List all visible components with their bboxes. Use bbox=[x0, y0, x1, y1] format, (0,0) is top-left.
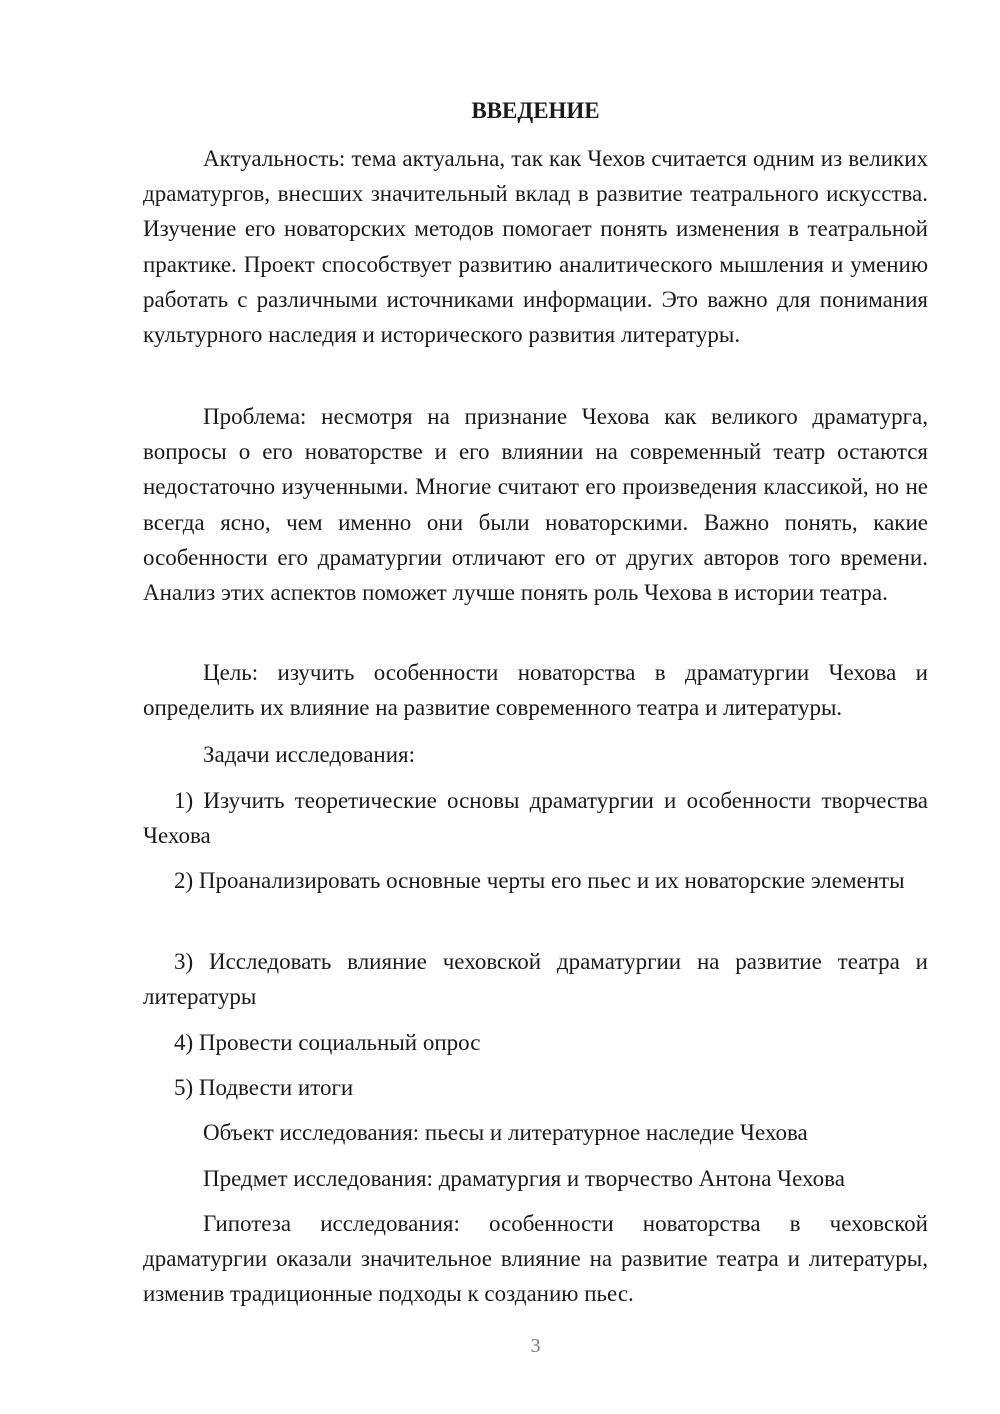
task-item-5: 5) Подвести итоги bbox=[174, 1075, 354, 1100]
task-item-3: 3) Исследовать влияние чеховской драматургии на развитие театра и литературы bbox=[143, 949, 928, 1010]
object-paragraph: Объект исследования: пьесы и литературное наследие Чехова bbox=[203, 1120, 808, 1145]
problem-paragraph: Проблема: несмотря на признание Чехова как великого драматурга, вопросы о его новаторстве и его влиянии на современный театр остаются недостаточно изученными. Многие считают его произведения классикой, но не всегда ясно, чем именно они были новаторскими. Важно понять, какие особенности его драматургии отличают его от других авторов того времени. Анализ этих аспектов поможет лучше понять роль Чехова в истории театра. bbox=[143, 404, 928, 606]
hypothesis-paragraph: Гипотеза исследования: особенности новаторства в чеховской драматургии оказали значительное влияние на развитие театра и литературы, изменив традиционные подходы к созданию пьес. bbox=[143, 1211, 928, 1307]
task-item-2: 2) Проанализировать основные черты его пьес и их новаторские элементы bbox=[174, 868, 905, 893]
task-item-4: 4) Провести социальный опрос bbox=[174, 1030, 481, 1055]
relevance-paragraph: Актуальность: тема актуальна, так как Чехов считается одним из великих драматургов, внесших значительный вклад в развитие театрального искусства. Изучение его новаторских методов помогает понять изменения в театральной практике. Проект способствует развитию аналитического мышления и умению работать с различными источниками информации. Это важно для понимания культурного наследия и исторического развития литературы. bbox=[143, 146, 928, 348]
subject-paragraph: Предмет исследования: драматургия и творчество Антона Чехова bbox=[203, 1166, 845, 1191]
section-title: ВВЕДЕНИЕ bbox=[471, 98, 600, 123]
task-item-1: 1) Изучить теоретические основы драматургии и особенности творчества Чехова bbox=[143, 788, 928, 849]
tasks-heading: Задачи исследования: bbox=[203, 742, 416, 767]
goal-paragraph: Цель: изучить особенности новаторства в драматургии Чехова и определить их влияние на развитие современного театра и литературы. bbox=[143, 660, 928, 721]
page-number: 3 bbox=[530, 1335, 541, 1357]
document-page bbox=[143, 0, 928, 1414]
